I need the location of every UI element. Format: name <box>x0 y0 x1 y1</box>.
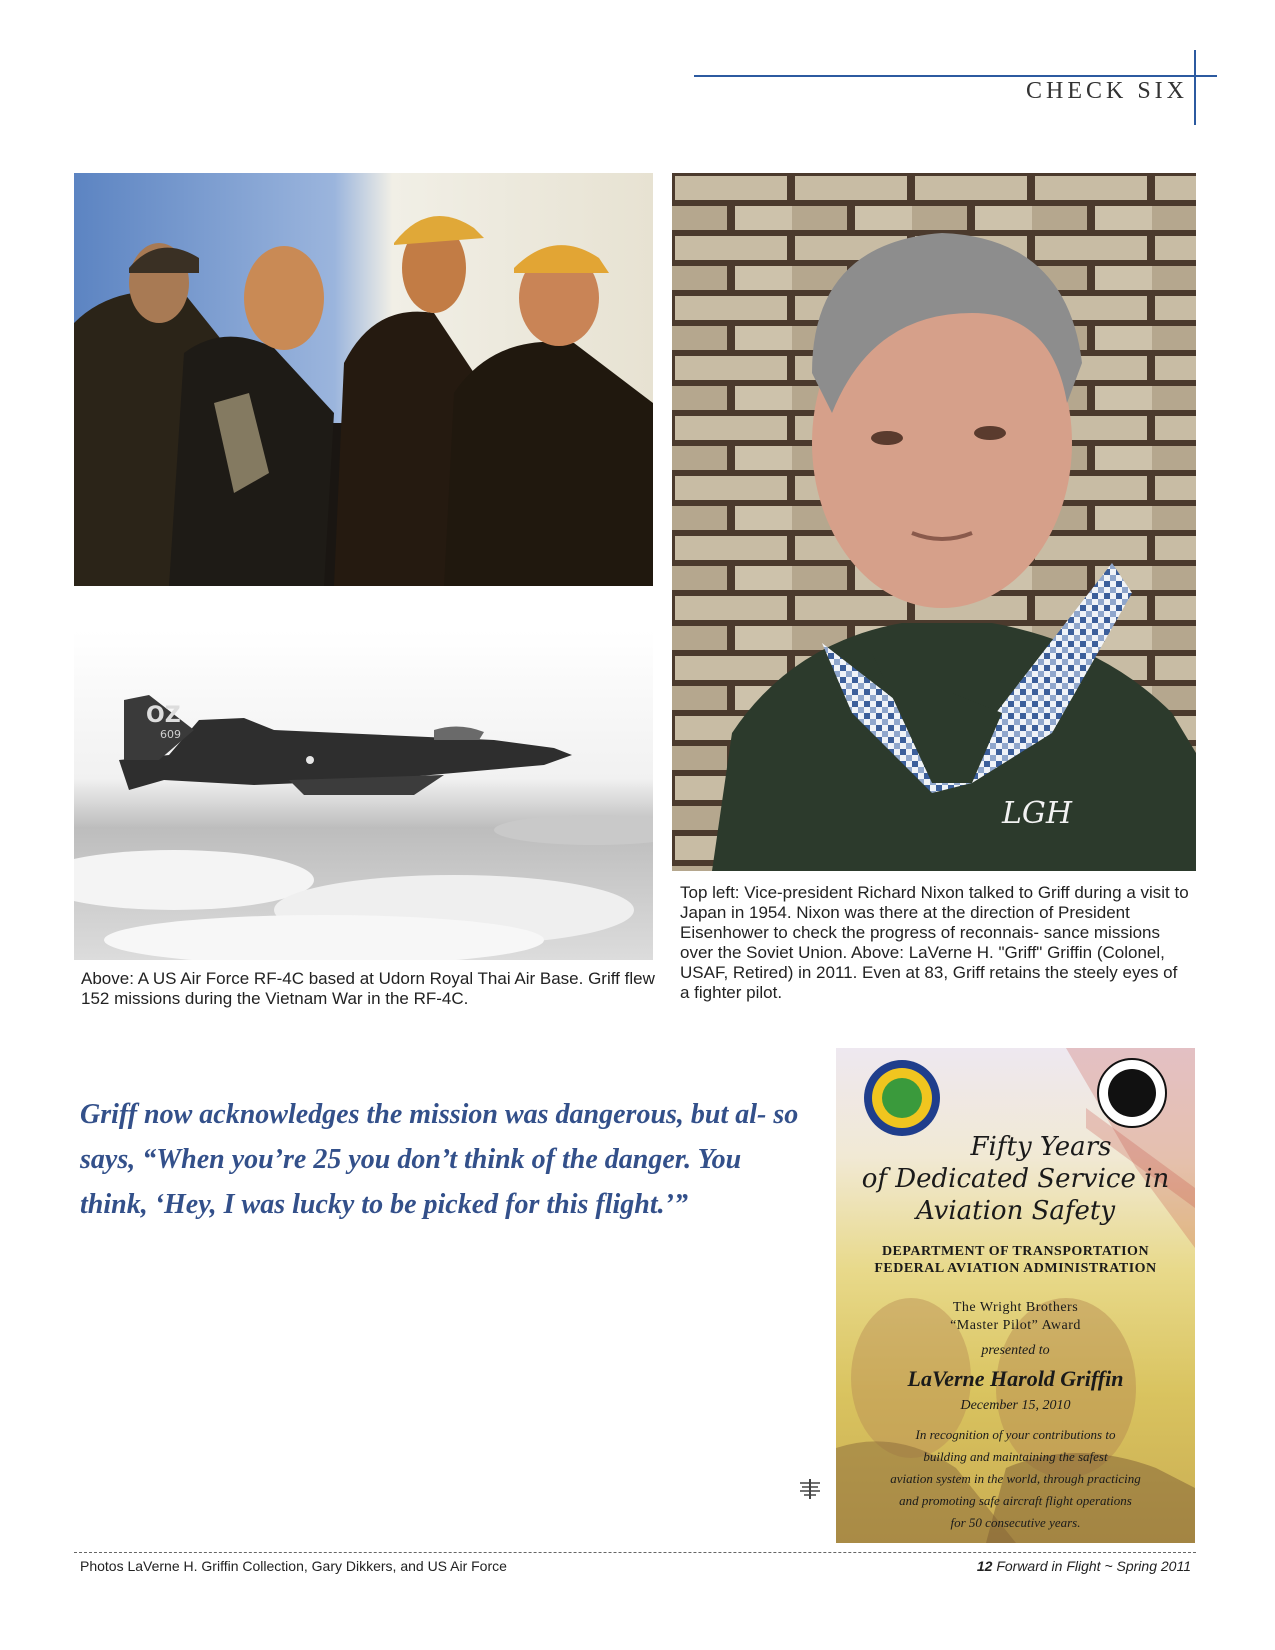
header-vertical-rule <box>1194 50 1196 125</box>
award-title-line-1: Fifty Years <box>970 1132 1112 1162</box>
award-date: December 15, 2010 <box>960 1398 1071 1413</box>
jet-tail-code: OZ <box>146 703 181 728</box>
award-body-line-1: In recognition of your contributions to <box>915 1427 1116 1442</box>
page-number: 12 <box>976 1558 993 1574</box>
award-dept-line-1: DEPARTMENT OF TRANSPORTATION <box>881 1244 1150 1259</box>
award-title-line-3: Aviation Safety <box>915 1196 1116 1226</box>
photo-credits: Photos LaVerne H. Griffin Collection, Gary Dikkers, and US Air Force <box>80 1558 507 1574</box>
header-rule <box>694 75 1217 77</box>
award-presented-to: presented to <box>981 1343 1050 1358</box>
master-pilot-award-certificate <box>836 1048 1195 1543</box>
rf4c-jet-photo <box>74 630 653 960</box>
section-title: CHECK SIX <box>1025 78 1188 104</box>
award-body-line-5: for 50 consecutive years. <box>950 1515 1081 1530</box>
publication-name: Forward in Flight ~ Spring 2011 <box>996 1558 1191 1574</box>
pull-quote: Griff now acknowledges the mission was dangerous, but al- so says, “When you’re 25 you don’t think of the danger. You think, ‘Hey, I was lucky to be picked for this flight.’” <box>80 1099 799 1220</box>
award-title-line-2: of Dedicated Service in <box>861 1164 1170 1194</box>
award-body-line-4: and promoting safe aircraft flight operations <box>899 1493 1132 1508</box>
nixon-meeting-photo <box>74 173 653 586</box>
page-footer <box>977 1558 1191 1574</box>
caption-jet: Above: A US Air Force RF-4C based at Udorn Royal Thai Air Base. Griff flew 152 missions during the Vietnam War in the RF-4C. <box>81 969 655 1008</box>
award-dept-line-2: FEDERAL AVIATION ADMINISTRATION <box>874 1261 1157 1276</box>
jet-tail-number: 609 <box>160 728 181 741</box>
award-name-line-1: The Wright Brothers <box>952 1300 1079 1315</box>
award-body-line-3: aviation system in the world, through practicing <box>890 1471 1141 1486</box>
caption-photos: Top left: Vice-president Richard Nixon talked to Griff during a visit to Japan in 1954. Nixon was there at the direction of President Eisenhower to check the progress of reconnais- sance missions over the Soviet Union. Above: LaVerne H. "Griff" Griffin (Colonel, USAF, Retired) in 2011. Even at 83, Griff retains the steely eyes of a fighter pilot. <box>680 883 1189 1002</box>
sweater-monogram: LGH <box>1002 796 1073 831</box>
griffin-portrait-photo <box>672 173 1196 871</box>
footer-rule <box>74 1552 1196 1553</box>
award-recipient: LaVerne Harold Griffin <box>907 1366 1124 1391</box>
award-body-line-2: building and maintaining the safest <box>923 1449 1108 1464</box>
award-name-line-2: “Master Pilot” Award <box>950 1318 1081 1333</box>
airplane-end-mark-icon <box>797 1477 823 1501</box>
